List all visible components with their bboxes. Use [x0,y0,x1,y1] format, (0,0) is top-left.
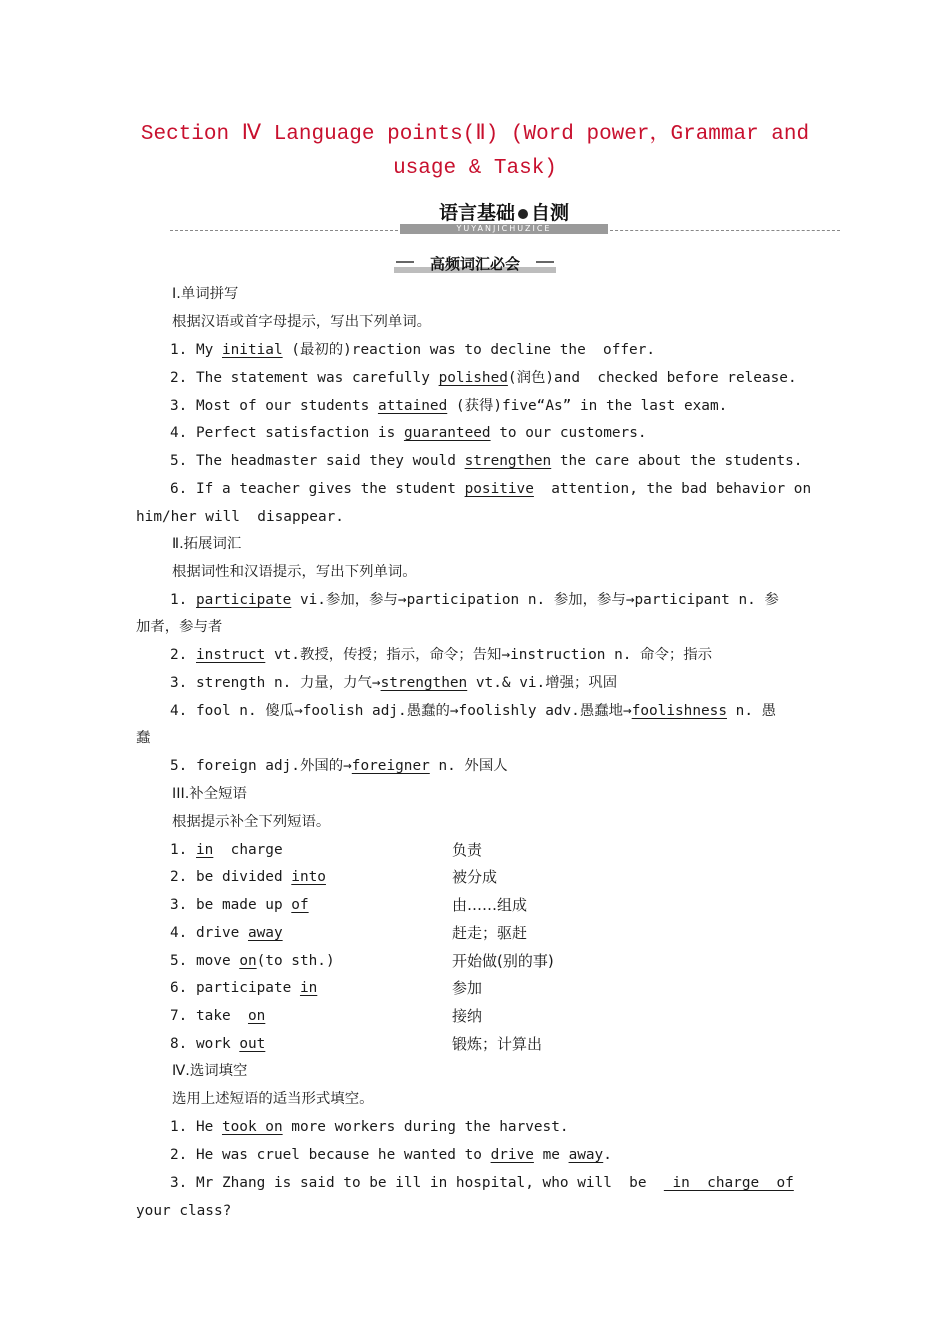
part4-heading: Ⅳ.选词填空 [172,1063,248,1079]
answer: strengthen [380,675,468,691]
part1-item: 4. Perfect satisfaction is guaranteed to our customers. [170,425,647,441]
part2-heading: Ⅱ.拓展词汇 [172,536,242,552]
section-title [130,118,820,186]
answer: foolishness [631,703,727,719]
answer: initial [221,342,283,358]
phrase-item: 3. be made up of [170,897,309,913]
phrase-meaning: 由……组成 [452,896,528,914]
banner-heading [400,198,608,225]
answer: in charge of [663,1175,794,1191]
part1-item: 1. My initial (最初的)reaction was to decline the offer. [170,342,656,358]
part1-instruction: 根据汉语或首字母提示，写出下列单词。 [172,314,432,330]
answer: out [239,1036,266,1052]
subheading: 高频词汇必会 [429,255,520,273]
answer: in [299,980,318,996]
part4-instruction: 选用上述短语的适当形式填空。 [172,1091,374,1107]
answer: positive [464,481,534,497]
banner-pinyin: YUYANJICHUZICE [400,224,608,234]
phrase-item: 8. work out [170,1036,266,1052]
answer: attained [377,398,448,414]
answer: drive [490,1147,534,1163]
part2-item-continued: 加者，参与者 [136,619,223,635]
phrase-item: 7. take on [170,1008,266,1024]
phrase-meaning: 接纳 [452,1007,483,1025]
answer: guaranteed [403,425,491,441]
phrase-meaning: 负责 [452,841,483,859]
fill-sentence: 1. He took on more workers during the harvest. [170,1119,569,1135]
phrase-item: 6. participate in [170,980,318,996]
part1-item: 3. Most of our students attained (获得)five“As” in the last exam. [170,398,728,414]
part2-item: 4. fool n. 傻瓜→foolish adj.愚蠢的→foolishly adv.愚蠢地→foolishness n. 愚 [170,703,777,719]
part2-item: 1. participate vi.参加，参与→participation n. 参加，参与→participant n. 参 [170,592,779,608]
part2-item-continued: 蠢 [136,730,151,746]
part1-item-continued: him/her will disappear. [136,509,344,525]
part3-instruction: 根据提示补全下列短语。 [172,814,331,830]
part3-heading: III.补全短语 [172,786,247,802]
arrow-dot-icon [518,209,528,219]
part2-instruction: 根据词性和汉语提示，写出下列单词。 [172,564,417,580]
title-line-1: Section Ⅳ Language points(Ⅱ) (Word power，Grammar and [140,123,810,146]
answer: instruct [196,647,266,663]
title-line-2: usage & Task) [393,157,557,180]
part2-item: 3. strength n. 力量，力气→strengthen vt.& vi.增强；巩固 [170,675,618,691]
answer: took on [221,1119,283,1135]
phrase-item: 4. drive away [170,925,283,941]
answer: away [568,1147,604,1163]
banner-heading-a: 语言基础 [438,202,515,224]
answer: strengthen [464,453,552,469]
subheading-box [394,253,556,275]
divider-left [170,230,398,231]
part2-item: 2. instruct vt.教授，传授；指示，命令；告知→instruction n. 命令；指示 [170,647,713,663]
part2-item: 5. foreign adj.外国的→foreigner n. 外国人 [170,758,508,774]
answer: foreigner [351,758,430,774]
banner-heading-b: 自测 [531,202,570,224]
fill-sentence: 2. He was cruel because he wanted to drive me away. [170,1147,612,1163]
answer: on [239,953,257,969]
answer: participate [196,592,292,608]
part1-heading: Ⅰ.单词拼写 [172,286,239,302]
fill-sentence: 3. Mr Zhang is said to be ill in hospital, who will be in charge of [170,1175,794,1191]
section-banner [170,196,840,236]
answer: into [291,869,326,885]
phrase-meaning: 参加 [452,979,483,997]
fill-sentence-continued: your class? [136,1203,232,1219]
phrase-meaning: 被分成 [452,868,498,886]
answer: on [247,1008,266,1024]
phrase-item: 5. move on(to sth.) [170,953,335,969]
divider-right [610,230,840,231]
part1-item: 6. If a teacher gives the student positive attention, the bad behavior on [170,481,812,497]
answer: polished [438,370,508,386]
phrase-meaning: 锻炼；计算出 [452,1035,543,1053]
phrase-item: 1. in charge [170,842,283,858]
phrase-item: 2. be divided into [170,869,326,885]
answer: in [196,842,214,858]
answer: of [291,897,309,913]
part1-item: 5. The headmaster said they would strengthen the care about the students. [170,453,803,469]
part1-item: 2. The statement was carefully polished(润色)and checked before release. [170,370,797,386]
phrase-meaning: 赶走；驱赶 [452,924,528,942]
answer: away [247,925,283,941]
phrase-meaning: 开始做(别的事) [452,952,554,970]
